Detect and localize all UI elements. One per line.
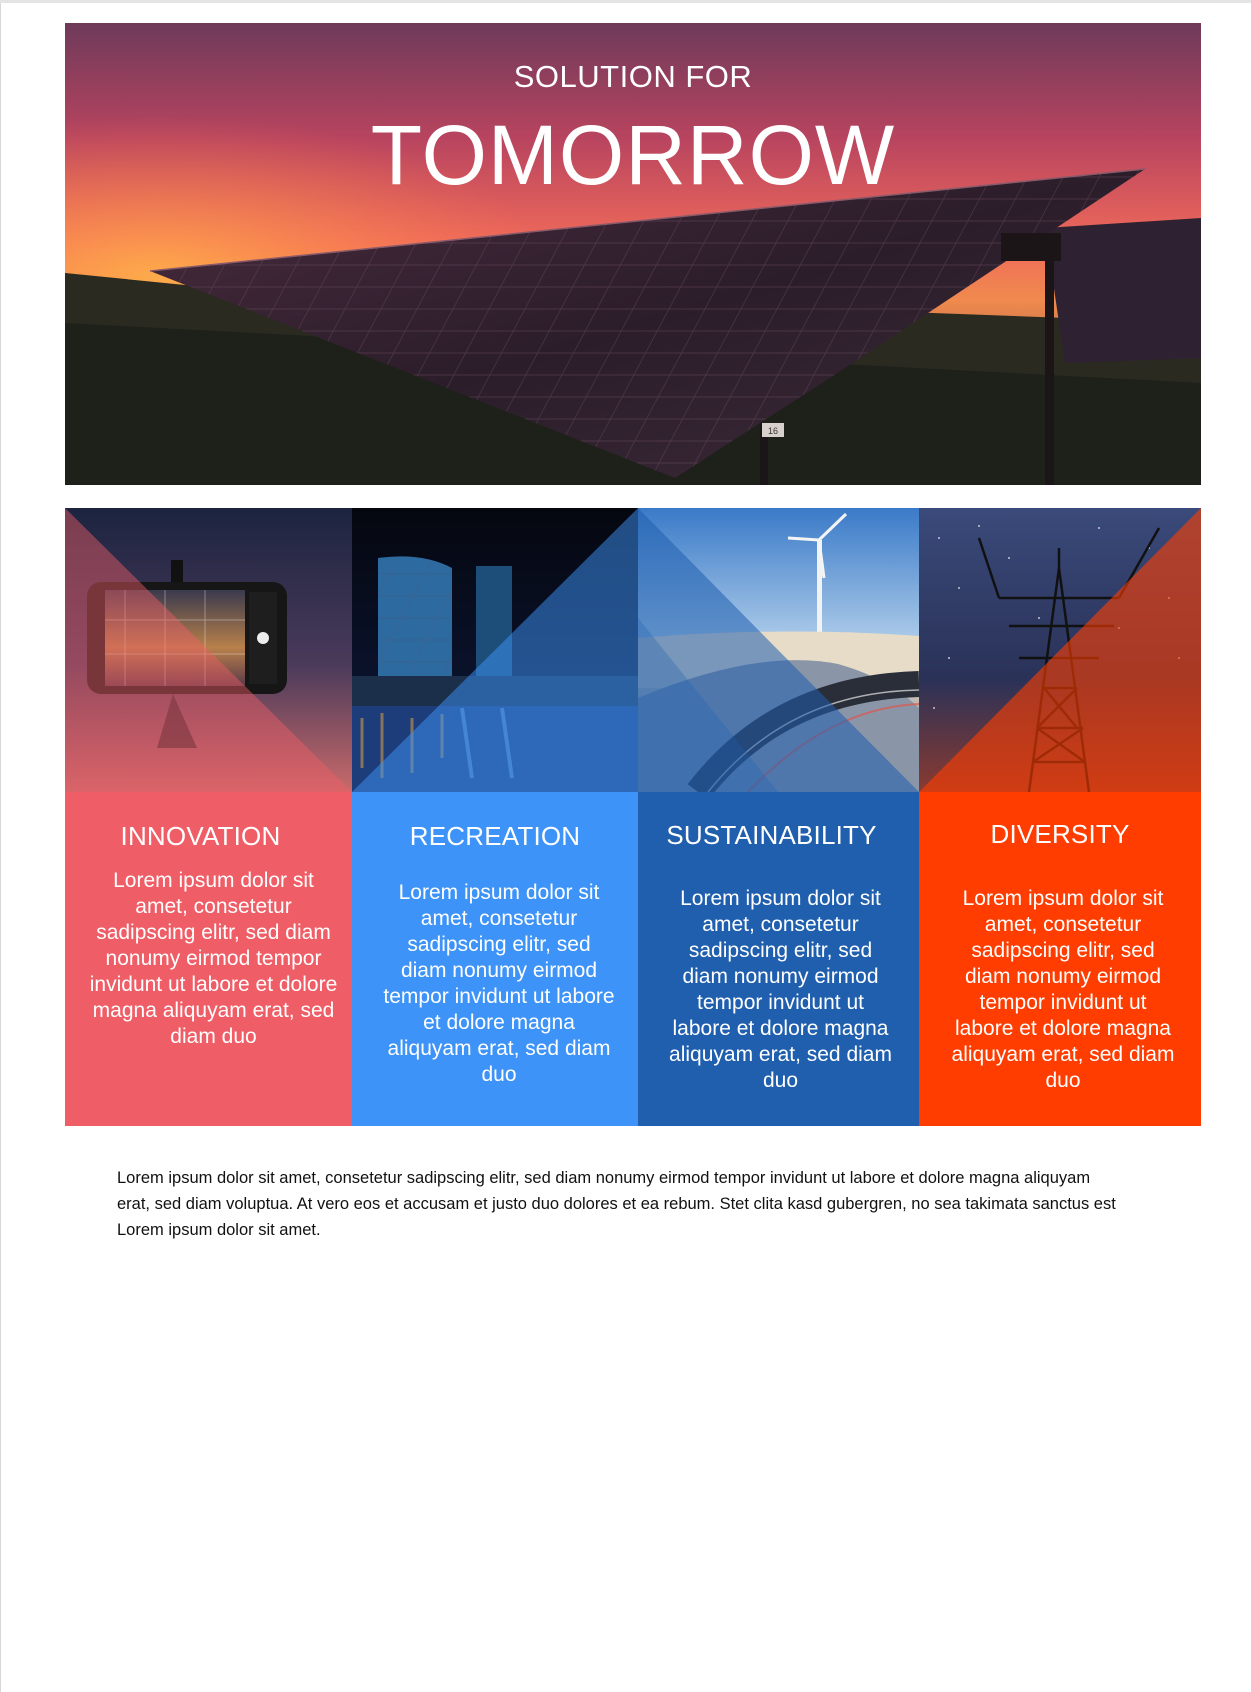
card-text: Lorem ipsum dolor sit amet, consetetur sadipscing elitr, sed diam nonumy eirmod tempor invidunt ut labore et dolore magna aliquyam erat, sed diam duo [383,881,615,1086]
card-innovation [65,508,352,1126]
card-text: Lorem ipsum dolor sit amet, consetetur sadipscing elitr, sed diam nonumy eirmod tempor invidunt ut labore et dolore magna aliquyam erat, sed diam duo [669,887,892,1092]
page-top-border [0,0,1251,3]
card-diversity [919,508,1201,1126]
body-paragraph: Lorem ipsum dolor sit amet, consetetur sadipscing elitr, sed diam nonumy eirmod tempor invidunt ut labore et dolore magna aliquyam erat, sed diam voluptua. At vero eos et accusam et justo duo dolores et ea rebum. Stet clita kasd gubergren, no sea takimata sanctus est Lorem ipsum dolor sit amet. [117,1168,1116,1239]
card-title: DIVERSITY [990,819,1130,849]
hero-subtitle: SOLUTION FOR [513,59,753,94]
wind-turbine-road-photo [638,508,919,792]
card-text: Lorem ipsum dolor sit amet, consetetur sadipscing elitr, sed diam nonumy eirmod tempor invidunt ut labore et dolore magna aliquyam erat, sed diam duo [951,887,1175,1092]
panel-number-tag: 16 [767,426,779,436]
card-innovation-body [65,792,352,1126]
card-title: INNOVATION [120,821,281,851]
feature-cards [65,508,1201,1126]
card-recreation [352,508,638,1126]
card-recreation-body [352,792,638,1126]
card-sustainability [638,508,919,1126]
smartphone-camera-photo [65,508,352,792]
hero-title: TOMORROW [370,108,896,202]
page-left-border [0,3,1,1692]
card-text: Lorem ipsum dolor sit amet, consetetur sadipscing elitr, sed diam nonumy eirmod tempor invidunt ut labore et dolore magna aliquyam erat, sed diam duo [89,869,338,1048]
power-pylon-stars-photo [919,508,1201,792]
card-title: RECREATION [409,821,581,851]
night-city-photo [352,508,638,792]
card-sustainability-body [638,792,919,1126]
hero-banner [65,23,1201,485]
card-title: SUSTAINABILITY [666,820,877,850]
card-diversity-body [919,792,1201,1126]
